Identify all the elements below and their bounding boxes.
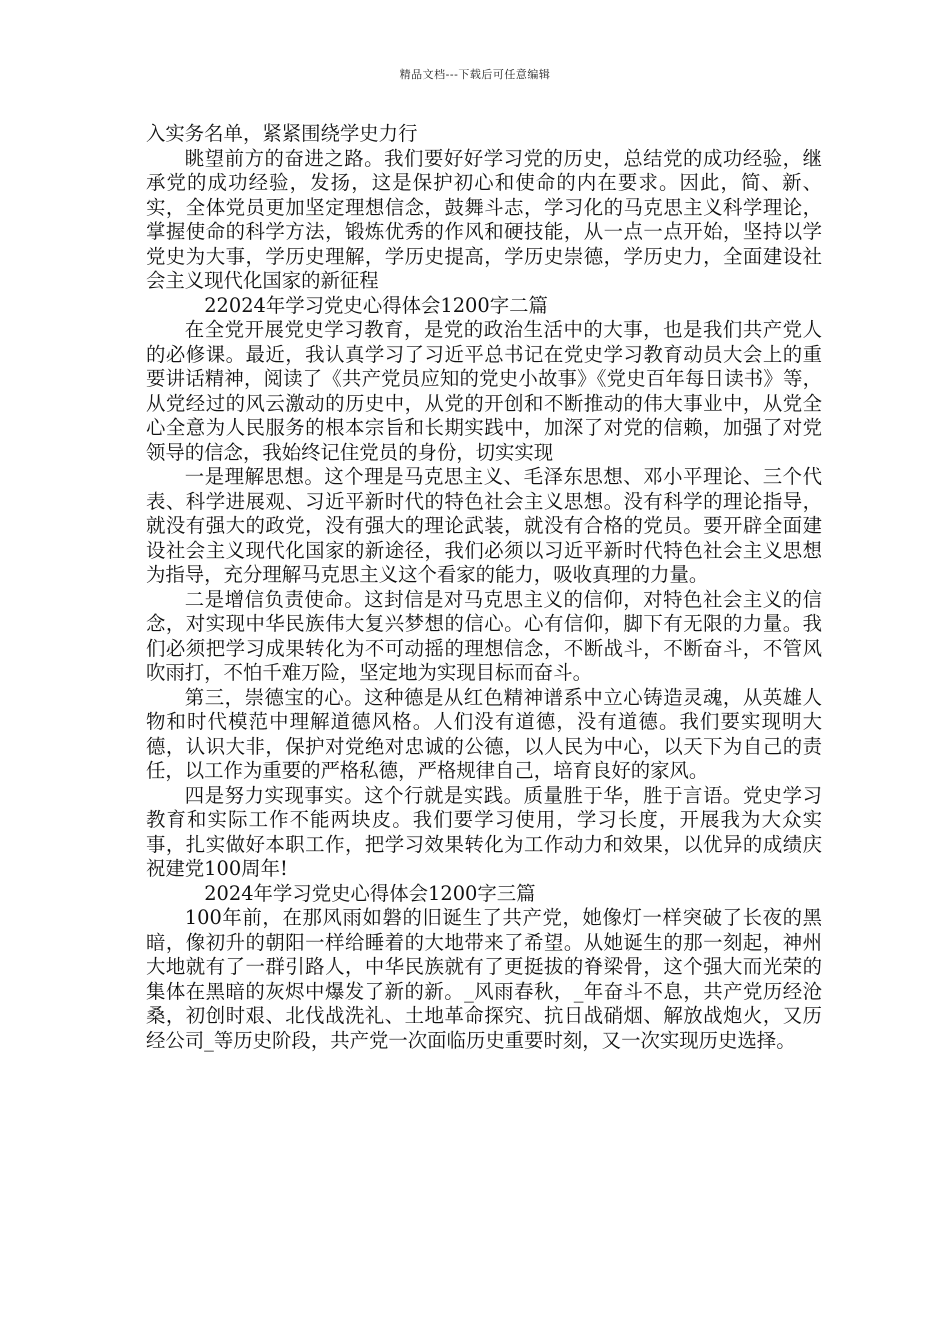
document-body [146, 122, 822, 1053]
paragraph-point-two: 二是增信负责使命。这封信是对马克思主义的信仰，对特色社会主义的信念，对实现中华民族伟大复兴梦想的信心。心有信仰，脚下有无限的力量。我们必须把学习成果转化为不可动摇的理想信念，不断战斗，不断奋斗，不管风吹雨打，不怕千难万险，坚定地为实现目标而奋斗。 [146, 587, 822, 684]
page-header: 精品文档---下载后可任意编辑 [399, 68, 551, 81]
paragraph-intro: 在全党开展党史学习教育，是党的政治生活中的大事，也是我们共产党人的必修课。最近，我认真学习了习近平总书记在党史学习教育动员大会上的重要讲话精神，阅读了《共产党员应知的党史小故事》《党史百年每日读书》等，从党经过的风云激动的历史中，从党的开创和不断推动的伟大事业中，从党全心全意为人民服务的根本宗旨和长期实践中，加深了对党的信赖，加强了对党领导的信念，我始终记住党员的身份，切实实现 [146, 318, 822, 464]
paragraph-point-one: 一是理解思想。这个理是马克思主义、毛泽东思想、邓小平理论、三个代表、科学进展观、习近平新时代的特色社会主义思想。没有科学的理论指导，就没有强大的政党，没有强大的理论武装，就没有合格的党员。要开辟全面建设社会主义现代化国家的新途径，我们必须以习近平新时代特色社会主义思想为指导，充分理解马克思主义这个看家的能力，吸收真理的力量。 [146, 465, 822, 586]
section-heading-three: 2024年学习党史心得体会1200字三篇 [204, 881, 536, 905]
paragraph-continuation: 入实务名单，紧紧围绕学史力行 [146, 122, 418, 145]
paragraph-point-four: 四是努力实现事实。这个行就是实践。质量胜于华，胜于言语。党史学习教育和实际工作不能两块皮。我们要学习使用，学习长度，开展我为大众实事，扎实做好本职工作，把学习效果转化为工作动力和效果，以优异的成绩庆祝建党100周年! [146, 783, 822, 880]
paragraph-vision: 眺望前方的奋进之路。我们要好好学习党的历史，总结党的成功经验，继承党的成功经验，发扬，这是保护初心和使命的内在要求。因此，简、新、实，全体党员更加坚定理想信念，鼓舞斗志，学习化的马克思主义科学理论，掌握使命的科学方法，锻炼优秀的作风和硬技能，从一点一点开始，坚持以学党史为大事，学历史理解，学历史提高，学历史崇德，学历史力，全面建设社会主义现代化国家的新征程 [146, 146, 822, 292]
paragraph-history: 100年前，在那风雨如磐的旧诞生了共产党，她像灯一样突破了长夜的黑暗，像初升的朝阳一样给睡着的大地带来了希望。从她诞生的那一刻起，神州大地就有了一群引路人，中华民族就有了更挺拔的脊梁骨，这个强大而光荣的集体在黑暗的灰烬中爆发了新的新。_风雨春秋，_年奋斗不息，共产党历经沧桑，初创时艰、北伐战洗礼、土地革命探究、抗日战硝烟、解放战炮火，又历经公司_等历史阶段，共产党一次面临历史重要时刻，又一次实现历史选择。 [146, 906, 822, 1052]
section-heading-two: 22024年学习党史心得体会1200字二篇 [204, 293, 548, 317]
paragraph-point-three: 第三，崇德宝的心。这种德是从红色精神谱系中立心铸造灵魂，从英雄人物和时代模范中理解道德风格。人们没有道德，没有道德。我们要实现明大德，认识大非，保护对党绝对忠诚的公德，以人民为中心，以天下为自己的责任，以工作为重要的严格私德，严格规律自己，培育良好的家风。 [146, 685, 822, 782]
